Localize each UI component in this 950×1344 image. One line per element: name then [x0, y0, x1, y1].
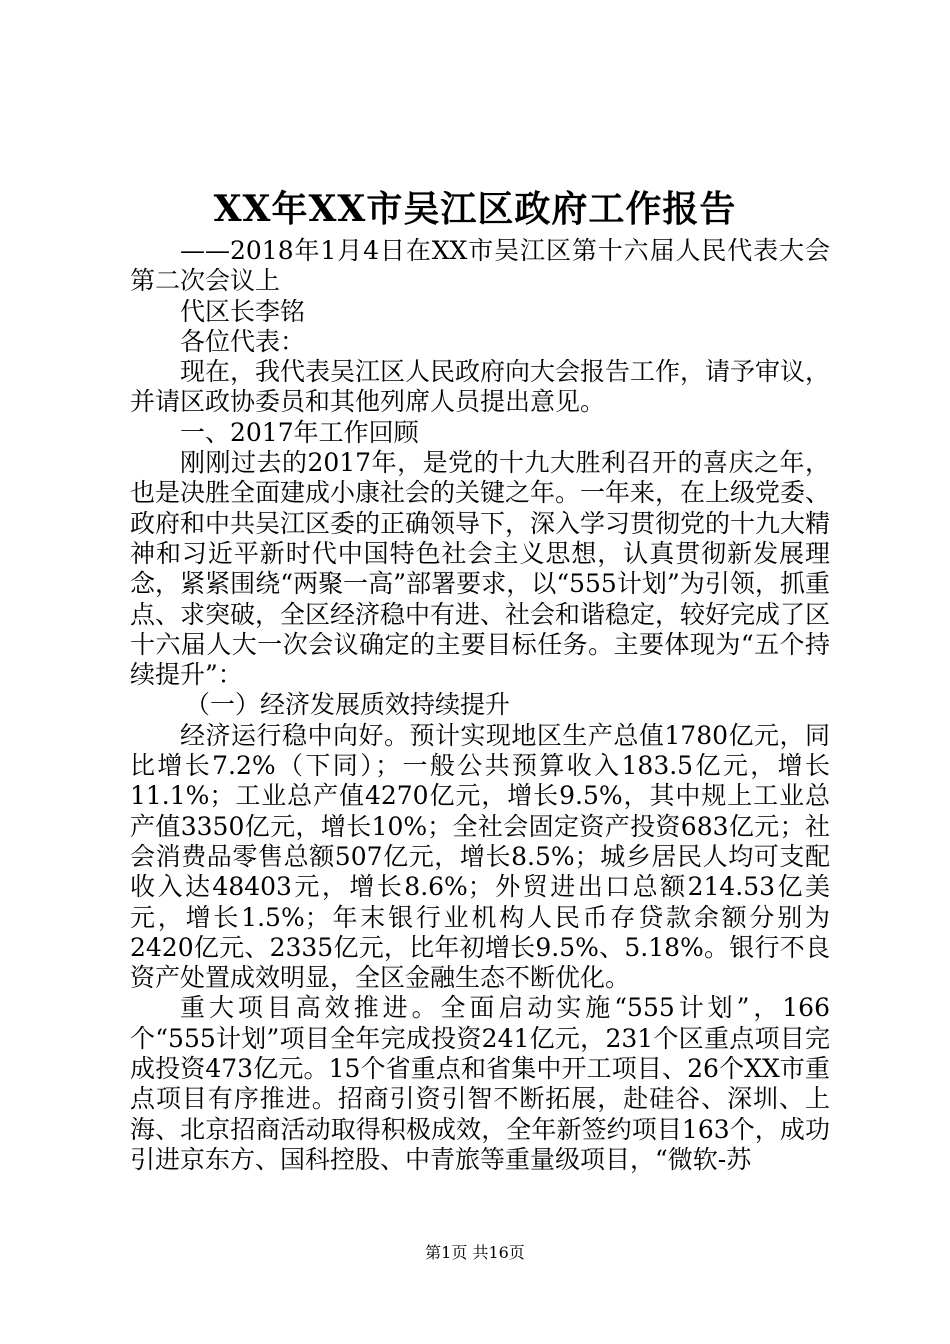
body-paragraph: 经济运行稳中向好。预计实现地区生产总值1780亿元，同比增长7.2%（下同）；一般公共预算收入183.5亿元，增长11.1%；工业总产值4270亿元，增长9.5%，其中规上工业总产值3350亿元，增长10%；全社会固定资产投资683亿元；社会消费品零售总额507亿元，增长8.5%；城乡居民人均可支配收入达48403元，增长8.6%；外贸进出口总额214.53亿美元，增长1.5%；年末银行业机构人民币存贷款余额分别为2420亿元、2335亿元，比年初增长9.5%、5.18%。银行不良资产处置成效明显，全区金融生态不断优化。: [130, 720, 830, 993]
document-title: XX年XX市吴江区政府工作报告: [213, 188, 737, 230]
body-paragraph: 现在，我代表吴江区人民政府向大会报告工作，请予审议，并请区政协委员和其他列席人员提出意见。: [130, 357, 831, 417]
speaker-paragraph: 代区长李铭: [180, 296, 306, 326]
section-heading: 一、2017年工作回顾: [180, 417, 419, 447]
body-paragraph: 重大项目高效推进。全面启动实施“555计划”，166个“555计划”项目全年完成投资241亿元，231个区重点项目完成投资473亿元。15个省重点和省集中开工项目、26个XX市重点项目有序推进。招商引资引智不断拓展，赴硅谷、深圳、上海、北京招商活动取得积极成效，全年新签约项目163个，成功引进京东方、国科控股、中青旅等重量级项目，“微软-苏: [130, 993, 830, 1174]
body-paragraph: 刚刚过去的2017年，是党的十九大胜利召开的喜庆之年，也是决胜全面建成小康社会的关键之年。一年来，在上级党委、政府和中共吴江区委的正确领导下，深入学习贯彻党的十九大精神和习近平新时代中国特色社会主义思想，认真贯彻新发展理念，紧紧围绕“两聚一高”部署要求，以“555计划”为引领，抓重点、求突破，全区经济稳中有进、社会和谐稳定，较好完成了区十六届人大一次会议确定的主要目标任务。主要体现为“五个持续提升”：: [130, 448, 831, 690]
salutation-paragraph: 各位代表：: [180, 326, 306, 356]
subtitle-paragraph: ——2018年1月4日在XX市吴江区第十六届人民代表大会第二次会议上: [130, 236, 830, 296]
document-body: [130, 236, 830, 1175]
subsection-heading: （一）经济发展质效持续提升: [185, 690, 511, 720]
page-footer: 第1页 共16页: [425, 1243, 525, 1262]
